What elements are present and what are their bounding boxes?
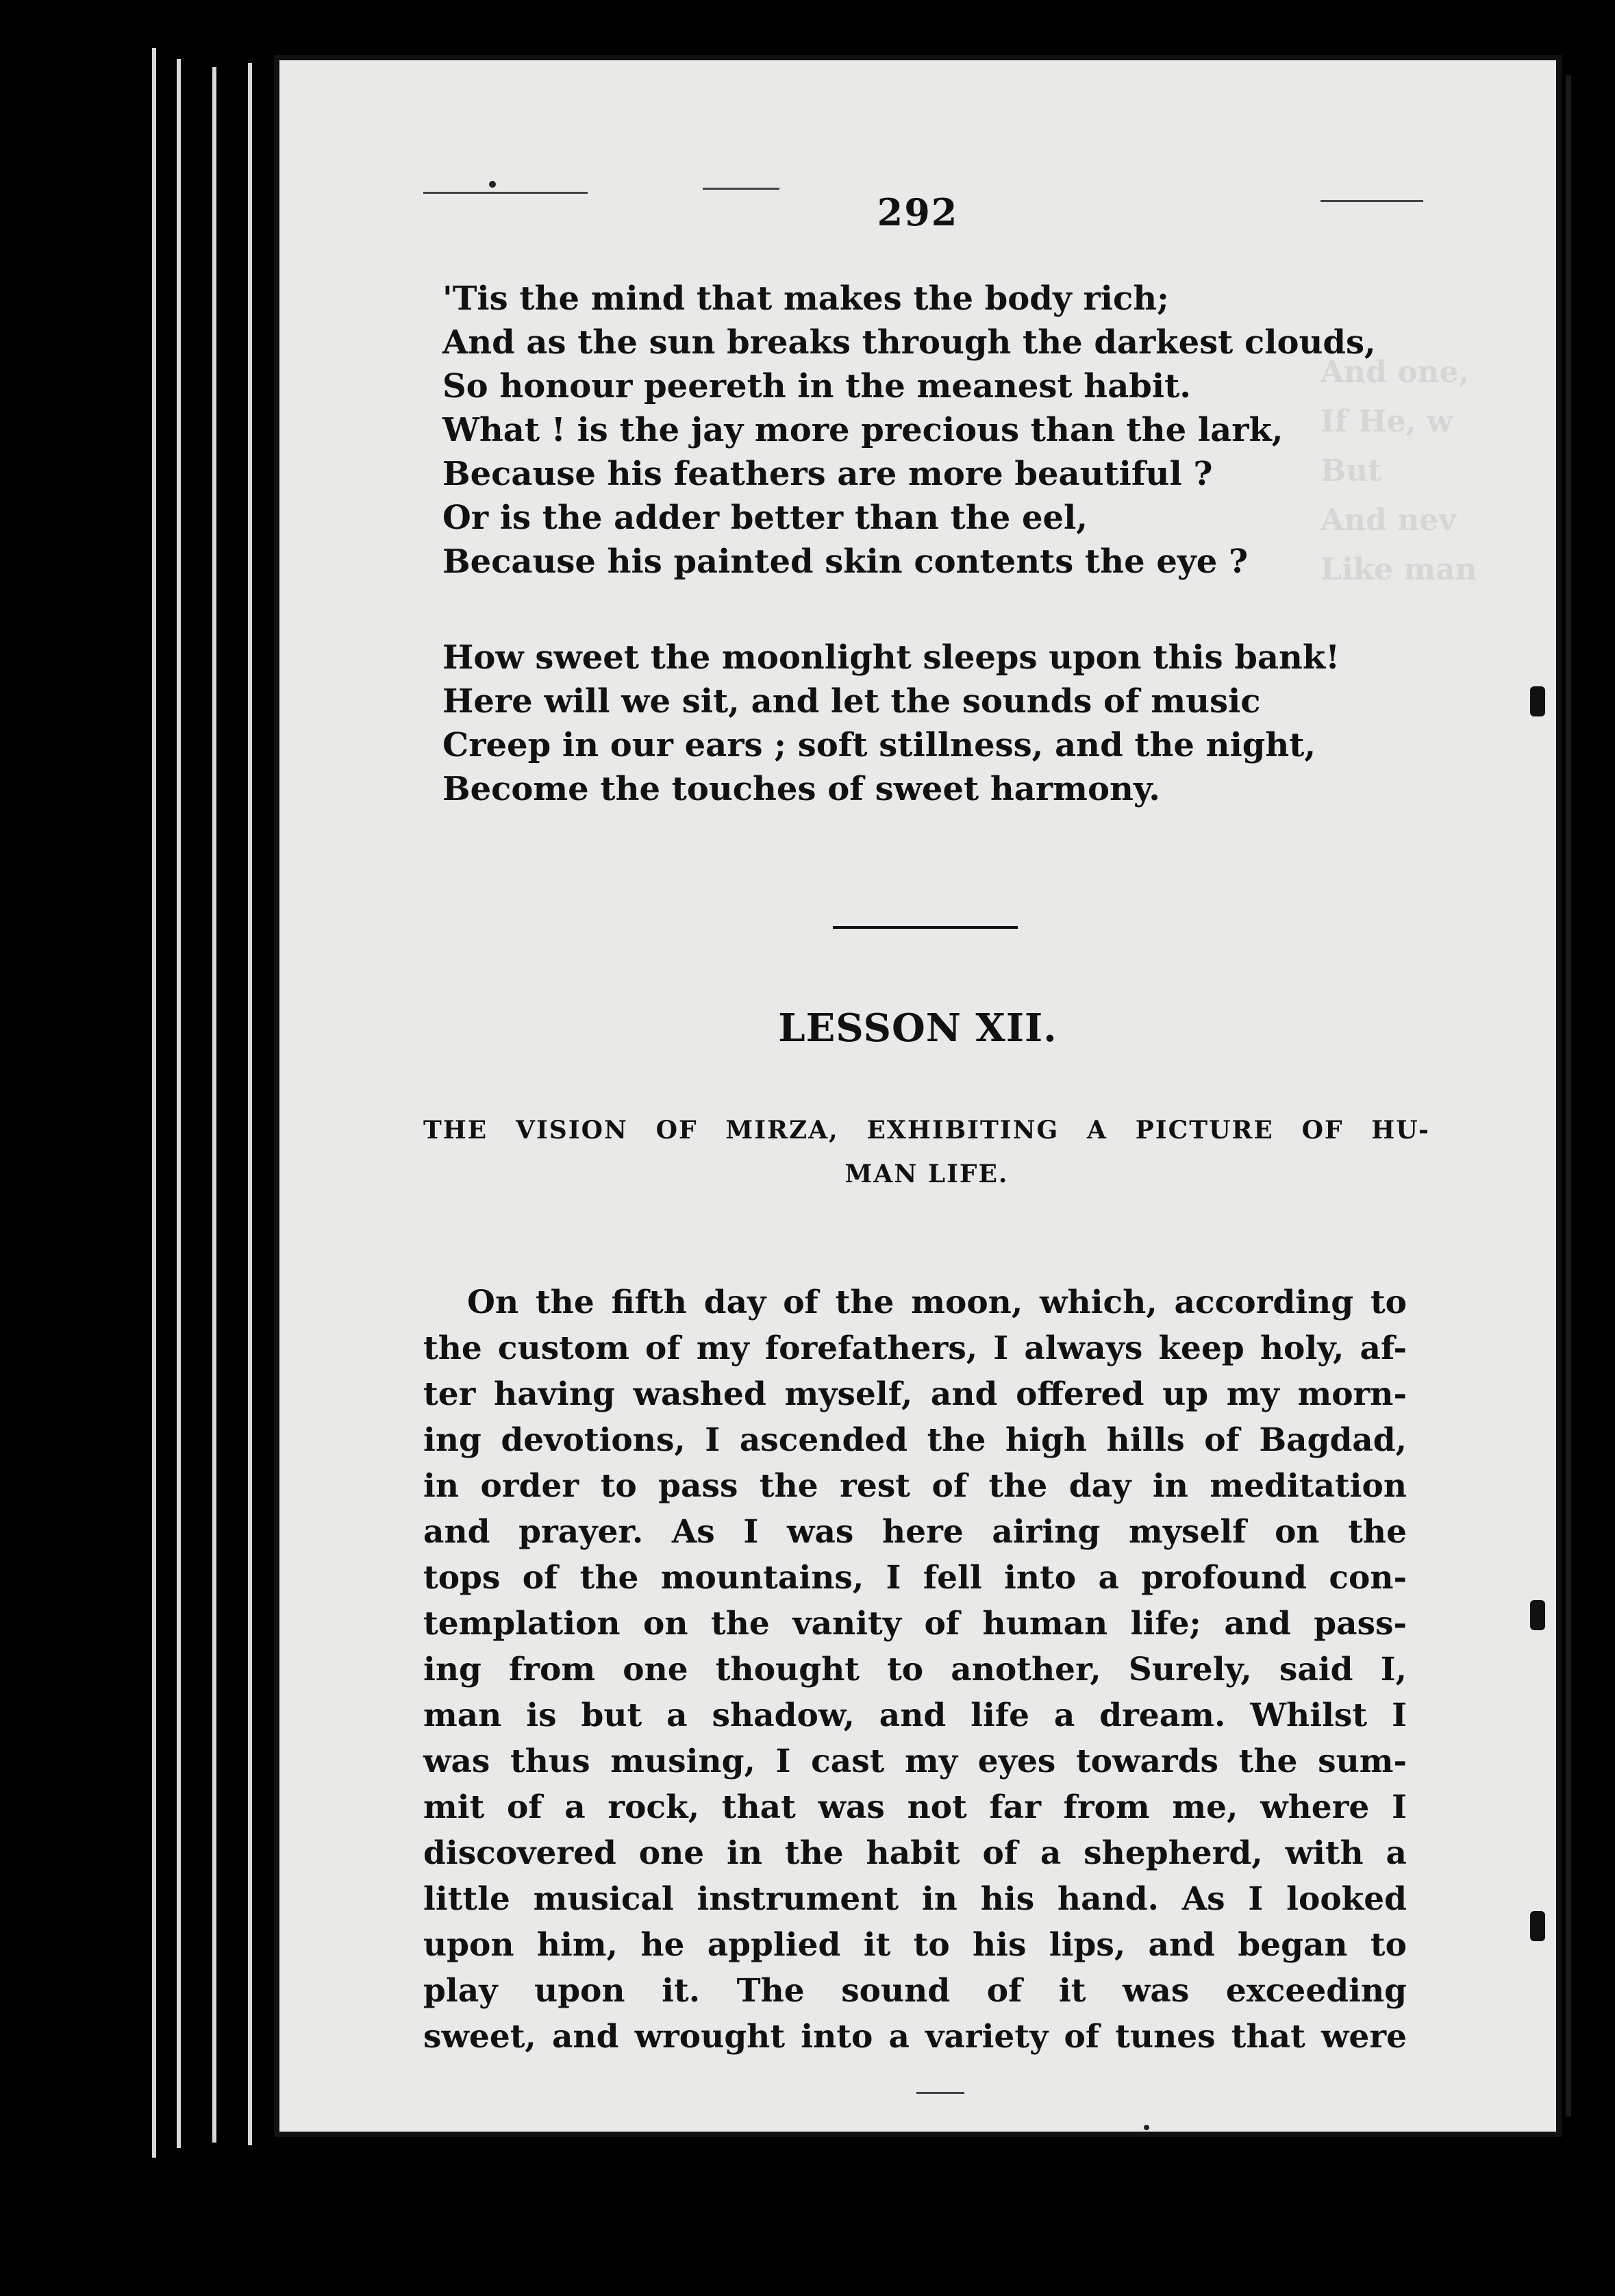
poem-line: So honour peereth in the meanest habit. — [442, 367, 1191, 405]
binding-edge-line — [212, 67, 216, 2143]
lesson-paragraph — [423, 1280, 1407, 2060]
poem-line: Creep in our ears ; soft stillness, and the night, — [442, 726, 1316, 764]
poem-line: 'Tis the mind that makes the body rich; — [442, 279, 1169, 318]
poem-line: How sweet the moonlight sleeps upon this bank! — [442, 638, 1340, 677]
poem-line: Because his feathers are more beautiful ? — [442, 455, 1213, 493]
paragraph-line: in order to pass the rest of the day in meditation — [423, 1467, 1407, 1505]
poem-line: Or is the adder better than the eel, — [442, 499, 1088, 537]
header-dash — [703, 188, 779, 190]
paragraph-line: discovered one in the habit of a shepherd, with a — [423, 1834, 1407, 1872]
lesson-subtitle — [423, 1108, 1430, 1196]
paragraph-line: ing from one thought to another, Surely, said I, — [423, 1651, 1407, 1688]
poem-stanza-1 — [442, 277, 1538, 584]
paragraph-line: play upon it. The sound of it was exceeding — [423, 1972, 1407, 2010]
paragraph-line: the custom of my forefathers, I always keep holy, af- — [423, 1330, 1407, 1367]
poem-line: Become the touches of sweet harmony. — [442, 770, 1160, 808]
paragraph-line: templation on the vanity of human life; and pass- — [423, 1605, 1407, 1643]
paragraph-line: upon him, he applied it to his lips, and began to — [423, 1926, 1407, 1964]
ink-dot — [1144, 2125, 1149, 2130]
paragraph-line: ing devotions, I ascended the high hills of Bagdad, — [423, 1421, 1407, 1459]
page-edge — [1566, 75, 1571, 2117]
poem-line: Here will we sit, and let the sounds of music — [442, 682, 1261, 721]
poem-stanza-2 — [442, 636, 1538, 811]
binding-edge-line — [248, 63, 252, 2145]
page-tab-mark — [1530, 686, 1545, 716]
footer-dash — [916, 2092, 964, 2094]
section-divider — [833, 926, 1018, 929]
poem-line: And as the sun breaks through the darkest clouds, — [442, 323, 1376, 362]
paragraph-line: little musical instrument in his hand. As I looked — [423, 1880, 1407, 1918]
page-number: 292 — [877, 190, 959, 234]
book-page — [274, 55, 1562, 2137]
binding-edge-line — [152, 48, 156, 2158]
lesson-title: LESSON XII. — [778, 1006, 1057, 1051]
page-tab-mark — [1530, 1600, 1545, 1630]
paragraph-line: mit of a rock, that was not far from me, where I — [423, 1788, 1407, 1826]
paragraph-line: man is but a shadow, and life a dream. Whilst I — [423, 1697, 1407, 1734]
paragraph-line: ter having washed myself, and offered up my morn- — [423, 1375, 1407, 1413]
paragraph-line: tops of the mountains, I fell into a profound con- — [423, 1559, 1407, 1597]
subtitle-line: THE VISION OF MIRZA, EXHIBITING A PICTURE OF HU- — [423, 1116, 1430, 1145]
paragraph-line: sweet, and wrought into a variety of tunes that were — [423, 2018, 1407, 2056]
ink-dot — [489, 181, 496, 188]
poem-line: What ! is the jay more precious than the lark, — [442, 411, 1284, 449]
subtitle-line: MAN LIFE. — [844, 1160, 1009, 1188]
paragraph-line: and prayer. As I was here airing myself on the — [423, 1513, 1407, 1551]
paragraph-line: On the fifth day of the moon, which, according to — [467, 1284, 1407, 1321]
binding-edge-line — [177, 59, 181, 2148]
page-tab-mark — [1530, 1911, 1545, 1941]
poem-line: Because his painted skin contents the eye ? — [442, 542, 1249, 581]
paragraph-line: was thus musing, I cast my eyes towards the sum- — [423, 1743, 1407, 1780]
show-through-text: And one, If He, w But And nev Like man — [1320, 355, 1477, 587]
